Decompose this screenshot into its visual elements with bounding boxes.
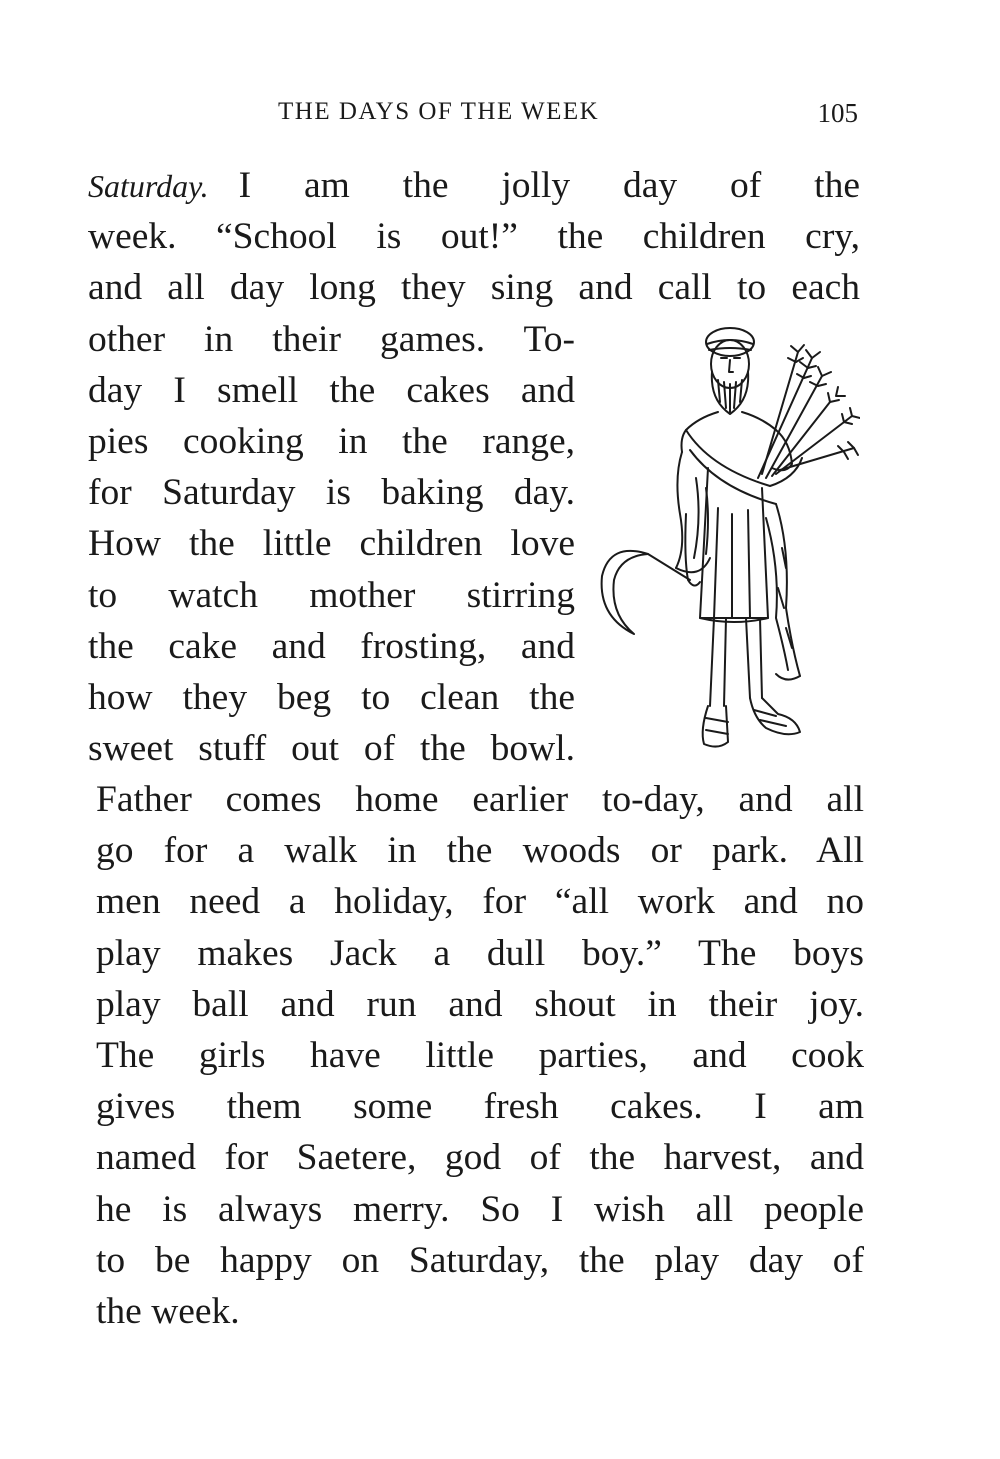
paragraph-line: to watch mother stirring [88, 574, 575, 616]
paragraph-line: The girls have little parties, and cook [96, 1034, 864, 1076]
paragraph-line: sweet stuff out of the bowl. [88, 728, 575, 770]
paragraph-line [88, 160, 860, 211]
paragraph-line: men need a holiday, for “all work and no [96, 881, 864, 923]
paragraph-line: pies cooking in the range, [88, 420, 575, 462]
paragraph-bottom [96, 774, 864, 1337]
harvest-god-illustration [590, 318, 860, 766]
day-name: Saturday. [88, 168, 209, 204]
paragraph-beside-illustration [88, 314, 575, 775]
paragraph-line: for Saturday is baking day. [88, 472, 575, 514]
paragraph-line: gives them some fresh cakes. I am [96, 1086, 864, 1128]
paragraph-line: the cake and frosting, and [88, 625, 575, 667]
first-line-text: I am the jolly day of the [238, 165, 860, 206]
paragraph-line: he is always merry. So I wish all people [96, 1188, 864, 1230]
paragraph-line: play makes Jack a dull boy.” The boys [96, 932, 864, 974]
paragraph-top [88, 160, 860, 314]
running-title: THE DAYS OF THE WEEK [278, 98, 600, 125]
running-head [88, 98, 858, 134]
paragraph-line: the week. [96, 1290, 240, 1332]
paragraph-line: week. “School is out!” the children cry, [88, 216, 860, 258]
paragraph-line: named for Saetere, god of the harvest, and [96, 1137, 864, 1179]
paragraph-line: play ball and run and shout in their joy. [96, 983, 864, 1025]
page-number: 105 [817, 98, 858, 128]
harvest-god-icon [590, 318, 860, 766]
paragraph-line: day I smell the cakes and [88, 369, 575, 411]
paragraph-line: other in their games. To- [88, 318, 575, 360]
paragraph-line: and all day long they sing and call to each [88, 267, 860, 309]
paragraph-line: to be happy on Saturday, the play day of [96, 1239, 864, 1281]
paragraph-line: go for a walk in the woods or park. All [96, 830, 864, 872]
paragraph-line: how they beg to clean the [88, 676, 575, 718]
paragraph-line: How the little children love [88, 523, 575, 565]
paragraph-line: Father comes home earlier to-day, and all [96, 779, 864, 820]
